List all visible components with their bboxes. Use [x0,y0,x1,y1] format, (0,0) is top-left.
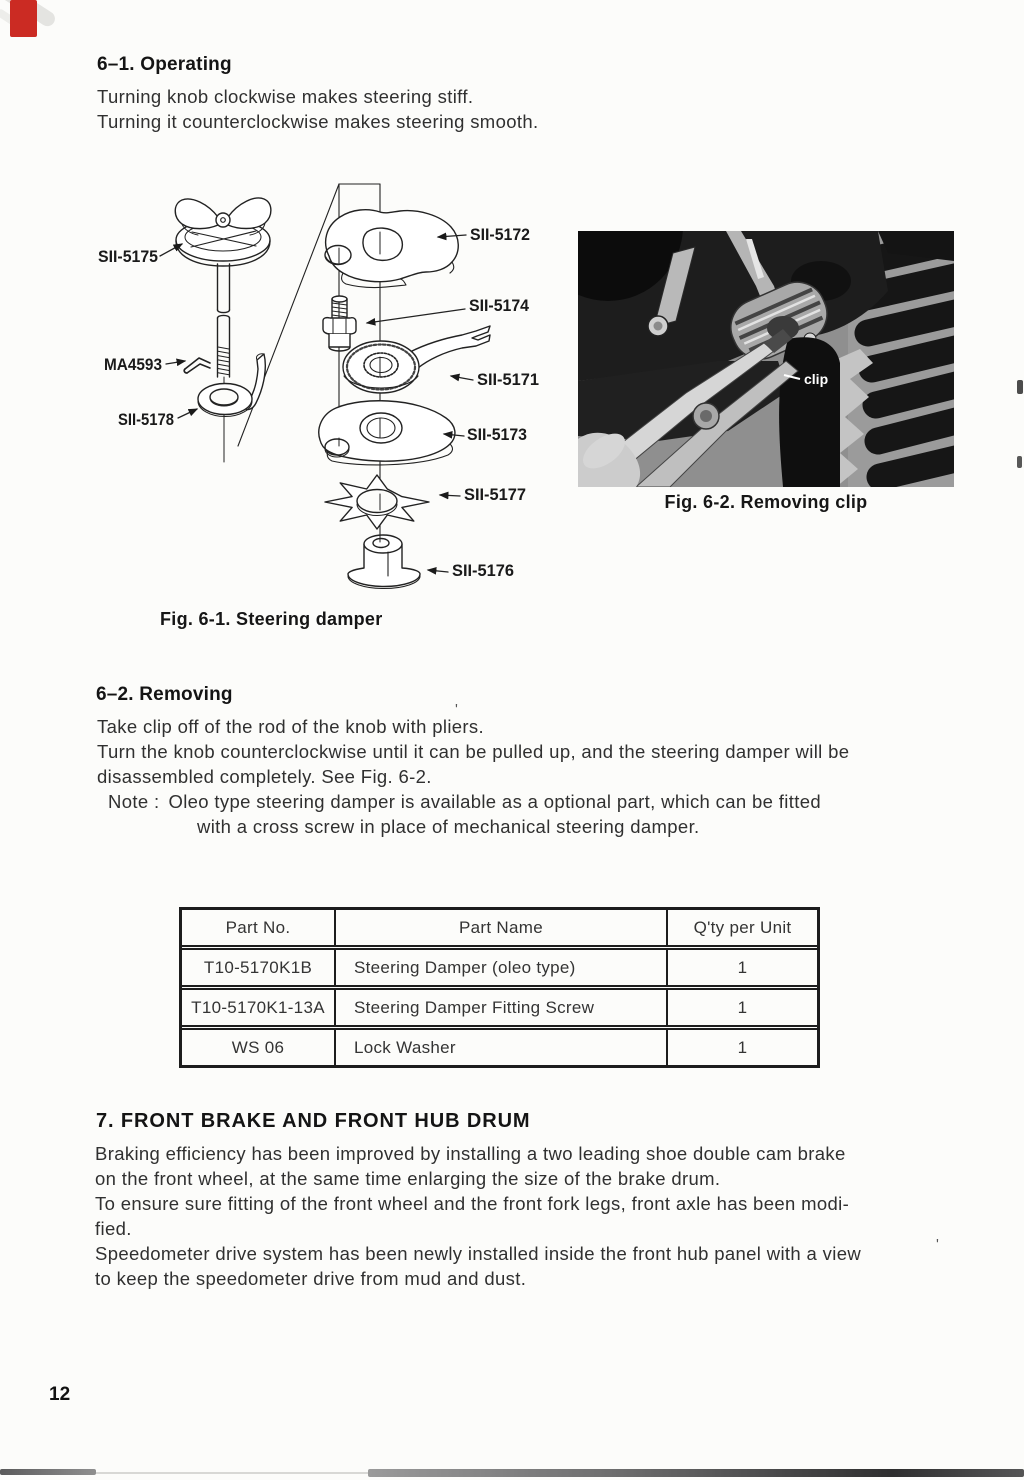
page-number: 12 [49,1384,71,1405]
cell-part-name: Lock Washer [334,1030,666,1065]
col-header-qty: Q'ty per Unit [666,910,817,945]
part-label-sii5174: SII-5174 [469,297,530,315]
clip-part [184,358,210,373]
table-row [182,1025,817,1065]
paragraph-line: to keep the speedometer drive from mud and dust. [95,1268,527,1289]
note-label: Note : [108,791,160,812]
parts-table [179,907,820,1068]
col-header-part-name: Part Name [334,910,666,945]
red-edge-mark [10,0,37,37]
part-label-ma4593: MA4593 [104,356,162,374]
knob-part [175,198,271,266]
cell-part-no: WS 06 [231,1038,285,1057]
part-label-sii5172: SII-5172 [470,226,530,244]
note-line: with a cross screw in place of mechanical steering damper. [197,816,700,837]
arm-5171 [343,326,490,393]
knob-stem [218,264,230,462]
part-label-sii5176: SII-5176 [452,562,514,580]
part-label-sii5171: SII-5171 [477,371,539,389]
part-label-sii5178: SII-5178 [118,411,174,429]
paragraph-line: Turning it counterclockwise makes steering smooth. [97,111,539,132]
removing-clip-photo [578,231,954,487]
section-6-1-heading: 6–1. Operating [97,54,232,75]
scan-speck [1017,456,1022,468]
paragraph-line: on the front wheel, at the same time enlarging the size of the brake drum. [95,1168,721,1189]
cell-qty: 1 [666,990,817,1025]
cell-qty: 1 [666,950,817,985]
table-row [182,945,817,985]
washer-part [198,354,265,417]
bushing-5176 [348,535,420,589]
star-washer-5177 [325,475,429,529]
clip-photo-label: clip [804,371,829,387]
table-header-row [182,910,817,945]
note-line [108,791,821,813]
steering-damper-diagram [88,170,558,648]
paragraph-line: Speedometer drive system has been newly installed inside the front hub panel with a view [95,1243,862,1264]
figure-6-1-caption: Fig. 6-1. Steering damper [160,609,383,629]
part-label-sii5177: SII-5177 [464,486,526,504]
paragraph-line: Braking efficiency has been improved by installing a two leading shoe double cam brake [95,1143,846,1164]
paragraph-line: Take clip off of the rod of the knob with pliers. [97,716,485,737]
part-label-sii5175: SII-5175 [98,248,158,266]
section-7-heading: 7. FRONT BRAKE AND FRONT HUB DRUM [96,1110,531,1132]
scan-speck [1017,380,1023,394]
paragraph-line: fied. [95,1218,132,1239]
cell-part-no: T10-5170K1-13A [191,998,325,1017]
cell-part-name: Steering Damper (oleo type) [334,950,666,985]
section-6-2-heading: 6–2. Removing [96,684,233,705]
table-row [182,985,817,1025]
figure-6-2-caption: Fig. 6-2. Removing clip [664,492,868,512]
cell-qty: 1 [666,1030,817,1065]
part-label-sii5173: SII-5173 [467,426,527,444]
cell-part-name: Steering Damper Fitting Screw [334,990,666,1025]
paragraph-line: To ensure sure fitting of the front wheel and the front fork legs, front axle has been modi- [95,1193,850,1214]
paragraph-line: Turn the knob counterclockwise until it can be pulled up, and the steering damper will be [97,741,850,762]
scan-bottom-edge [0,1469,96,1475]
scan-speck: ' [936,1236,939,1253]
scan-speck: ' [455,701,458,718]
cell-part-no: T10-5170K1B [203,958,313,977]
plate-5173 [319,401,455,465]
note-text: Oleo type steering damper is available as a optional part, which can be fitted [168,791,822,812]
plate-5172 [325,210,458,288]
paragraph-line: Turning knob clockwise makes steering stiff. [97,86,474,107]
paragraph-line: disassembled completely. See Fig. 6-2. [97,766,432,787]
bolt-5174 [323,296,356,351]
scan-bottom-edge [368,1469,1024,1477]
col-header-part-no: Part No. [225,918,291,937]
